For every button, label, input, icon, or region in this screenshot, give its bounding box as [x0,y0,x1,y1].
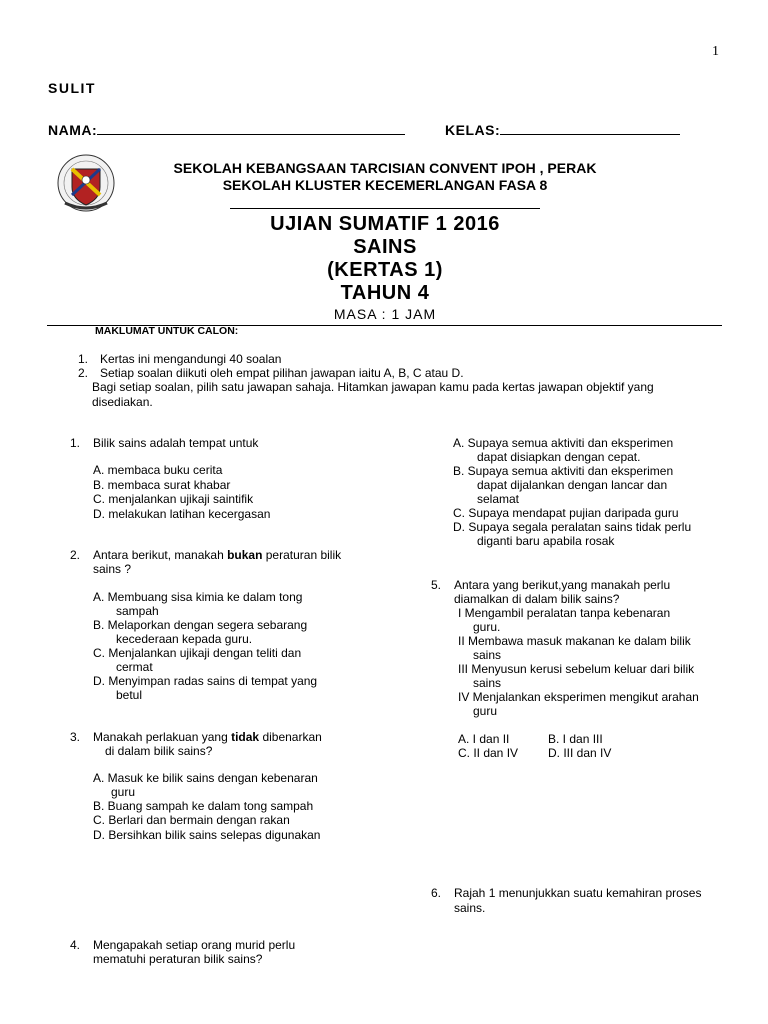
option-a: A. Membuang sisa kimia ke dalam tong [93,590,303,604]
statement-ii: II Membawa masuk makanan ke dalam bilik [458,634,691,648]
option-c: C. Supaya mendapat pujian daripada guru [453,506,679,520]
question-text [93,730,322,744]
option-c: C. Menjalankan ujikaji dengan teliti dan [93,646,302,660]
candidate-info-heading: MAKLUMAT UNTUK CALON: [95,325,239,337]
question-text: Rajah 1 menunjukkan suatu kemahiran proses [454,886,702,900]
exam-title: UJIAN SUMATIF 1 2016 [270,213,500,235]
question-number: 2. [70,548,81,562]
question-number: 4. [70,938,81,952]
question-text: Mengapakah setiap orang murid perlu [93,938,296,952]
option-b: B. I dan III [548,732,603,746]
question-text-part: Antara berikut, manakah [93,548,228,562]
school-name: SEKOLAH KEBANGSAAN TARCISIAN CONVENT IPOH , PERAK [173,160,597,176]
option-b: B. Buang sampah ke dalam tong sampah [93,799,314,813]
info-item-number: 2. [78,366,89,380]
header-divider [230,208,540,209]
name-field[interactable] [48,120,405,138]
option-b-cont: dapat dijalankan dengan lancar dan [477,478,668,492]
option-a: A. membaca buku cerita [93,463,223,477]
class-label: KELAS: [445,122,501,138]
option-a: A. I dan II [458,732,510,746]
class-field[interactable] [445,120,680,138]
question-text [93,548,341,562]
option-b: B. Melaporkan dengan segera sebarang [93,618,308,632]
question-number: 3. [70,730,81,744]
info-item-text: Bagi setiap soalan, pilih satu jawapan sahaja. Hitamkan jawapan kamu pada kertas jawapan objektif yang [92,380,654,394]
question-text-cont: diamalkan di dalam bilik sains? [454,592,620,606]
statement-iii-cont: sains [473,676,502,690]
question-text-cont: sains ? [93,562,132,576]
question-text: Bilik sains adalah tempat untuk [93,436,259,450]
question-text-part: Manakah perlakuan yang [93,730,232,744]
option-c: C. II dan IV [458,746,519,760]
option-c: C. menjalankan ujikaji saintifik [93,492,254,506]
option-c: C. Berlari dan bermain dengan rakan [93,813,290,827]
option-a-cont: dapat disiapkan dengan cepat. [477,450,641,464]
exam-subject: SAINS [353,236,417,258]
option-a-cont: sampah [116,604,159,618]
name-underline[interactable] [97,120,405,135]
info-item-text: Setiap soalan diikuti oleh empat pilihan jawapan iaitu A, B, C atau D. [100,366,464,380]
question-emphasis: bukan [227,548,263,562]
exam-duration: MASA : 1 JAM [333,306,437,322]
statement-i-cont: guru. [473,620,501,634]
option-d-cont: diganti baru apabila rosak [477,534,615,548]
question-text-cont: sains. [454,901,486,915]
statement-ii-cont: sains [473,648,502,662]
option-d: D. Menyimpan radas sains di tempat yang [93,674,318,688]
option-c-cont: cermat [116,660,153,674]
question-text: Antara yang berikut,yang manakah perlu [454,578,671,592]
sulit-label: SULIT [48,80,96,96]
question-text-part: peraturan bilik [262,548,342,562]
question-text-cont: di dalam bilik sains? [105,744,213,758]
question-emphasis: tidak [231,730,260,744]
exam-year: TAHUN 4 [340,282,430,304]
option-a-cont: guru [111,785,136,799]
question-text-part: dibenarkan [259,730,322,744]
school-crest-logo [53,153,119,215]
option-b: B. membaca surat khabar [93,478,231,492]
option-d: D. Supaya segala peralatan sains tidak perlu [453,520,692,534]
info-item-text: Kertas ini mengandungi 40 soalan [100,352,282,366]
statement-iv: IV Menjalankan eksperimen mengikut arahan [458,690,699,704]
option-b-cont: selamat [477,492,520,506]
school-cluster: SEKOLAH KLUSTER KECEMERLANGAN FASA 8 [222,177,548,193]
info-item-number: 1. [78,352,89,366]
question-text-cont: mematuhi peraturan bilik sains? [93,952,263,966]
option-a: A. Masuk ke bilik sains dengan kebenaran [93,771,318,785]
page-number: 1 [712,44,719,59]
option-b-cont: kecederaan kepada guru. [116,632,253,646]
info-item-text: disediakan. [92,395,153,409]
statement-i: I Mengambil peralatan tanpa kebenaran [458,606,671,620]
option-d: D. Bersihkan bilik sains selepas digunakan [93,828,321,842]
question-number: 5. [431,578,442,592]
option-d: D. melakukan latihan kecergasan [93,507,271,521]
question-number: 1. [70,436,81,450]
class-underline[interactable] [500,120,680,135]
option-d: D. III dan IV [548,746,612,760]
option-d-cont: betul [116,688,143,702]
option-a: A. Supaya semua aktiviti dan eksperimen [453,436,674,450]
name-label: NAMA: [48,122,98,138]
statement-iii: III Menyusun kerusi sebelum keluar dari bilik [458,662,695,676]
statement-iv-cont: guru [473,704,498,718]
option-b: B. Supaya semua aktiviti dan eksperimen [453,464,674,478]
question-number: 6. [431,886,442,900]
exam-paper: (KERTAS 1) [327,259,443,281]
